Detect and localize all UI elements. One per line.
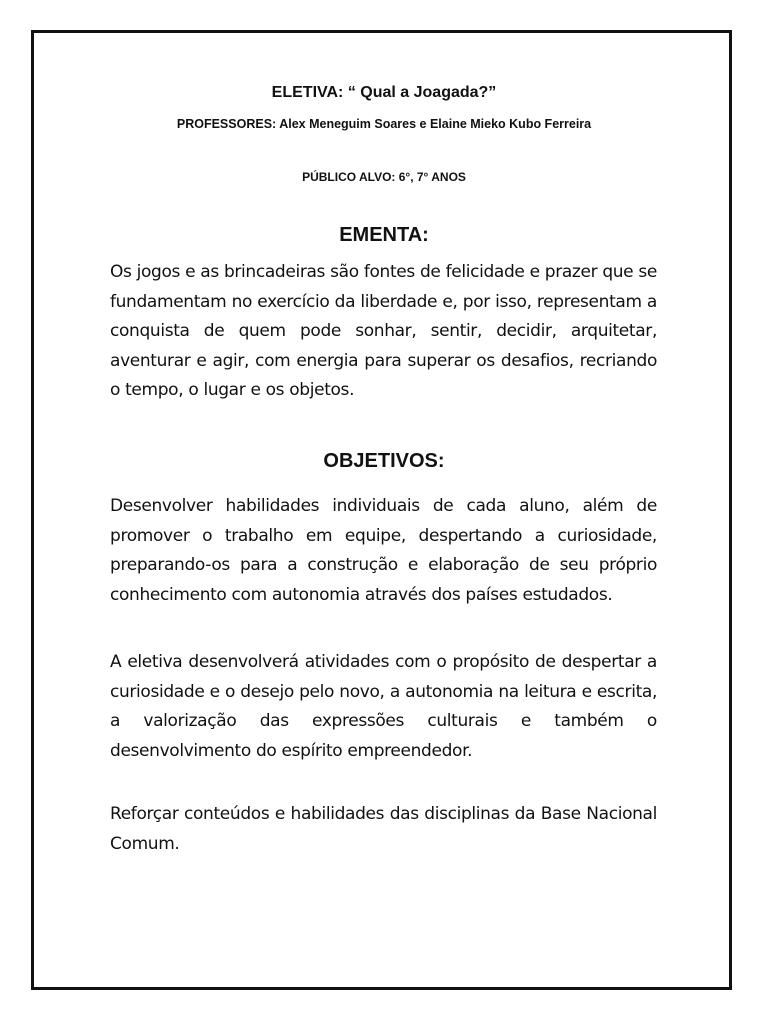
objetivos-paragraph-1: Desenvolver habilidades individuais de cada aluno, além de promover o trabalho em equipe, despertando a curiosidade, preparando-os para a construção e elaboração de seu próprio conhecimento com autonomia através dos países estudados. [110,496,657,605]
ementa-heading: EMENTA: [339,224,429,246]
objetivos-paragraph-3: Reforçar conteúdos e habilidades das disciplinas da Base Nacional Comum. [110,804,657,854]
objetivos-heading: OBJETIVOS: [323,450,445,472]
document-title: ELETIVA: “ Qual a Joagada?” [271,84,497,101]
target-audience-line: PÚBLICO ALVO: 6°, 7° ANOS [302,170,466,184]
objetivos-paragraph-2: A eletiva desenvolverá atividades com o propósito de despertar a curiosidade e o desejo pelo novo, a autonomia na leitura e escrita, a valorização das expressões culturais e também o desenvolvimento do espírito empreendedor. [110,652,657,761]
ementa-paragraph: Os jogos e as brincadeiras são fontes de felicidade e prazer que se fundamentam no exercício da liberdade e, por isso, representam a conquista de quem pode sonhar, sentir, decidir, arquitetar, aventurar e agir, com energia para superar os desafios, recriando o tempo, o lugar e os objetos. [110,262,657,400]
professors-line: PROFESSORES: Alex Meneguim Soares e Elaine Mieko Kubo Ferreira [176,117,592,131]
